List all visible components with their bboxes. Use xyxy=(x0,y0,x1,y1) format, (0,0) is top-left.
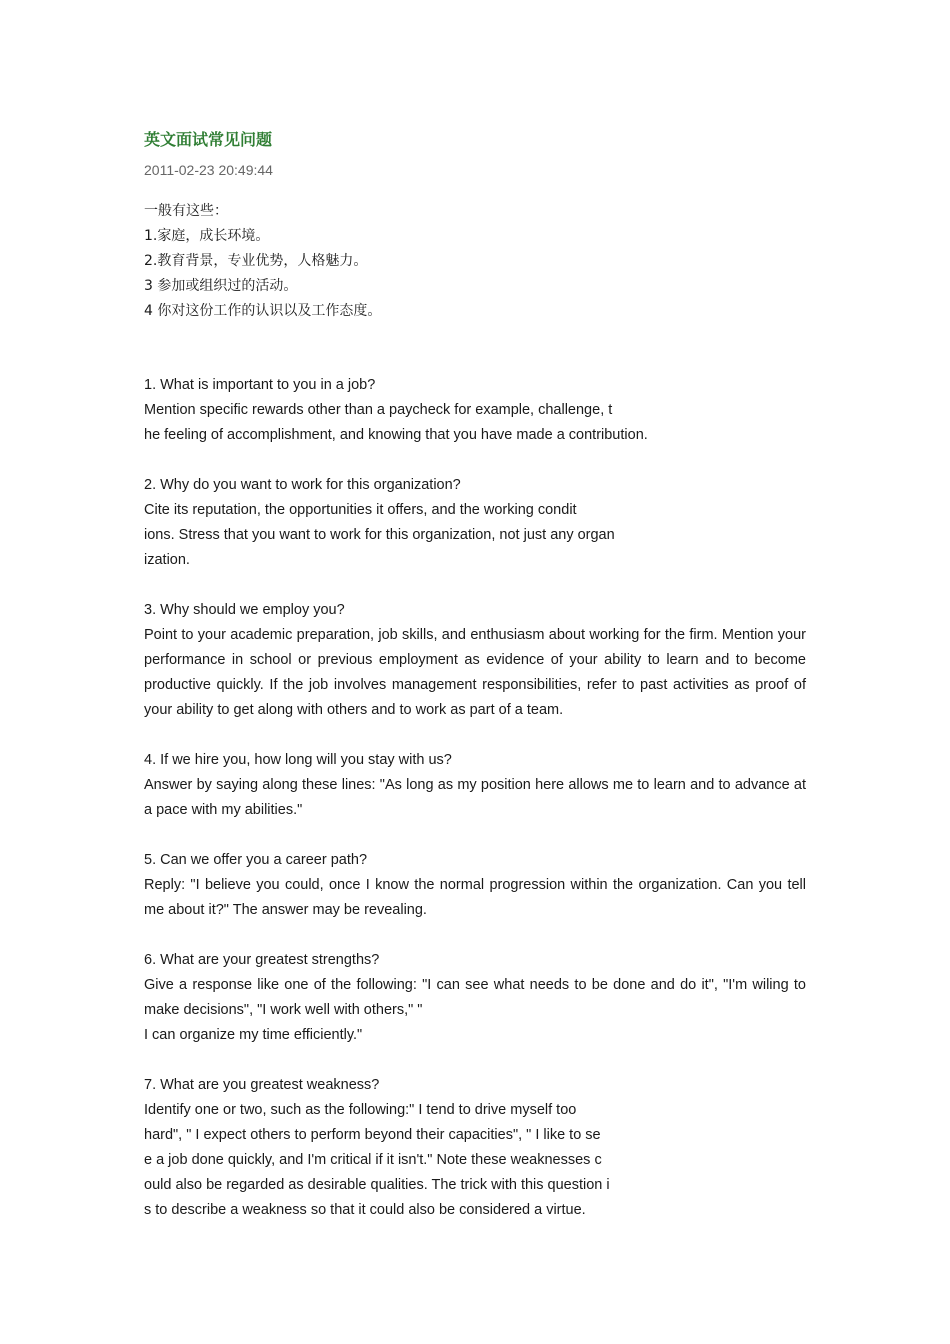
question: 5. Can we offer you a career path? xyxy=(144,852,368,868)
answer-line: e a job done quickly, and I'm critical if it isn't." Note these weaknesses c xyxy=(144,1152,602,1168)
qa-item xyxy=(144,598,806,723)
answer-paragraph: Reply: "I believe you could, once I know the normal progression within the organization. Can you tell me about it?" The answer may be revealing. xyxy=(144,877,806,918)
question: 3. Why should we employ you? xyxy=(144,602,345,618)
answer-line: ization. xyxy=(144,552,190,568)
question: 4. If we hire you, how long will you stay with us? xyxy=(144,752,452,768)
qa-item xyxy=(144,748,806,823)
answer-line: I can organize my time efficiently." xyxy=(144,1027,363,1043)
qa-item xyxy=(144,848,806,923)
answer-line: hard", " I expect others to perform beyond their capacities", " I like to se xyxy=(144,1127,601,1143)
answer-line: ions. Stress that you want to work for this organization, not just any organ xyxy=(144,527,615,543)
qa-item xyxy=(144,373,806,448)
answer-line: Identify one or two, such as the following:" I tend to drive myself too xyxy=(144,1102,577,1118)
answer-line: he feeling of accomplishment, and knowing that you have made a contribution. xyxy=(144,427,648,443)
answer-paragraph: Answer by saying along these lines: "As long as my position here allows me to learn and to advance at a pace with my abilities." xyxy=(144,777,806,818)
question: 2. Why do you want to work for this organization? xyxy=(144,477,461,493)
intro-item: 3 参加或组织过的活动。 xyxy=(144,278,298,294)
intro-item: 2.教育背景，专业优势，人格魅力。 xyxy=(144,253,368,269)
intro-item: 4 你对这份工作的认识以及工作态度。 xyxy=(144,303,382,319)
answer-line: Mention specific rewards other than a paycheck for example, challenge, t xyxy=(144,402,613,418)
answer-paragraph: Give a response like one of the following: "I can see what needs to be done and do it", "I'm wiling to make decisions", "I work well with others," " xyxy=(144,977,806,1018)
question: 1. What is important to you in a job? xyxy=(144,377,376,393)
answer-line: s to describe a weakness so that it could also be considered a virtue. xyxy=(144,1202,586,1218)
qa-item xyxy=(144,948,806,1048)
article-title: 英文面试常见问题 xyxy=(144,130,273,149)
intro-lead: 一般有这些： xyxy=(144,203,228,219)
answer-line: ould also be regarded as desirable qualities. The trick with this question i xyxy=(144,1177,610,1193)
qa-list xyxy=(144,373,806,1248)
answer-paragraph: Point to your academic preparation, job skills, and enthusiasm about working for the firm. Mention your performance in school or previous employment as evidence of your ability to learn and to become productive quickly. If the job involves management responsibilities, refer to past activities as proof of your ability to get along with others and to work as part of a team. xyxy=(144,627,806,718)
qa-item xyxy=(144,473,806,573)
qa-item xyxy=(144,1073,806,1223)
intro-item: 1.家庭，成长环境。 xyxy=(144,228,270,244)
intro-list xyxy=(144,199,824,324)
question: 7. What are you greatest weakness? xyxy=(144,1077,380,1093)
answer-line: Cite its reputation, the opportunities it offers, and the working condit xyxy=(144,502,577,518)
article-date: 2011-02-23 20:49:44 xyxy=(144,162,273,178)
question: 6. What are your greatest strengths? xyxy=(144,952,380,968)
